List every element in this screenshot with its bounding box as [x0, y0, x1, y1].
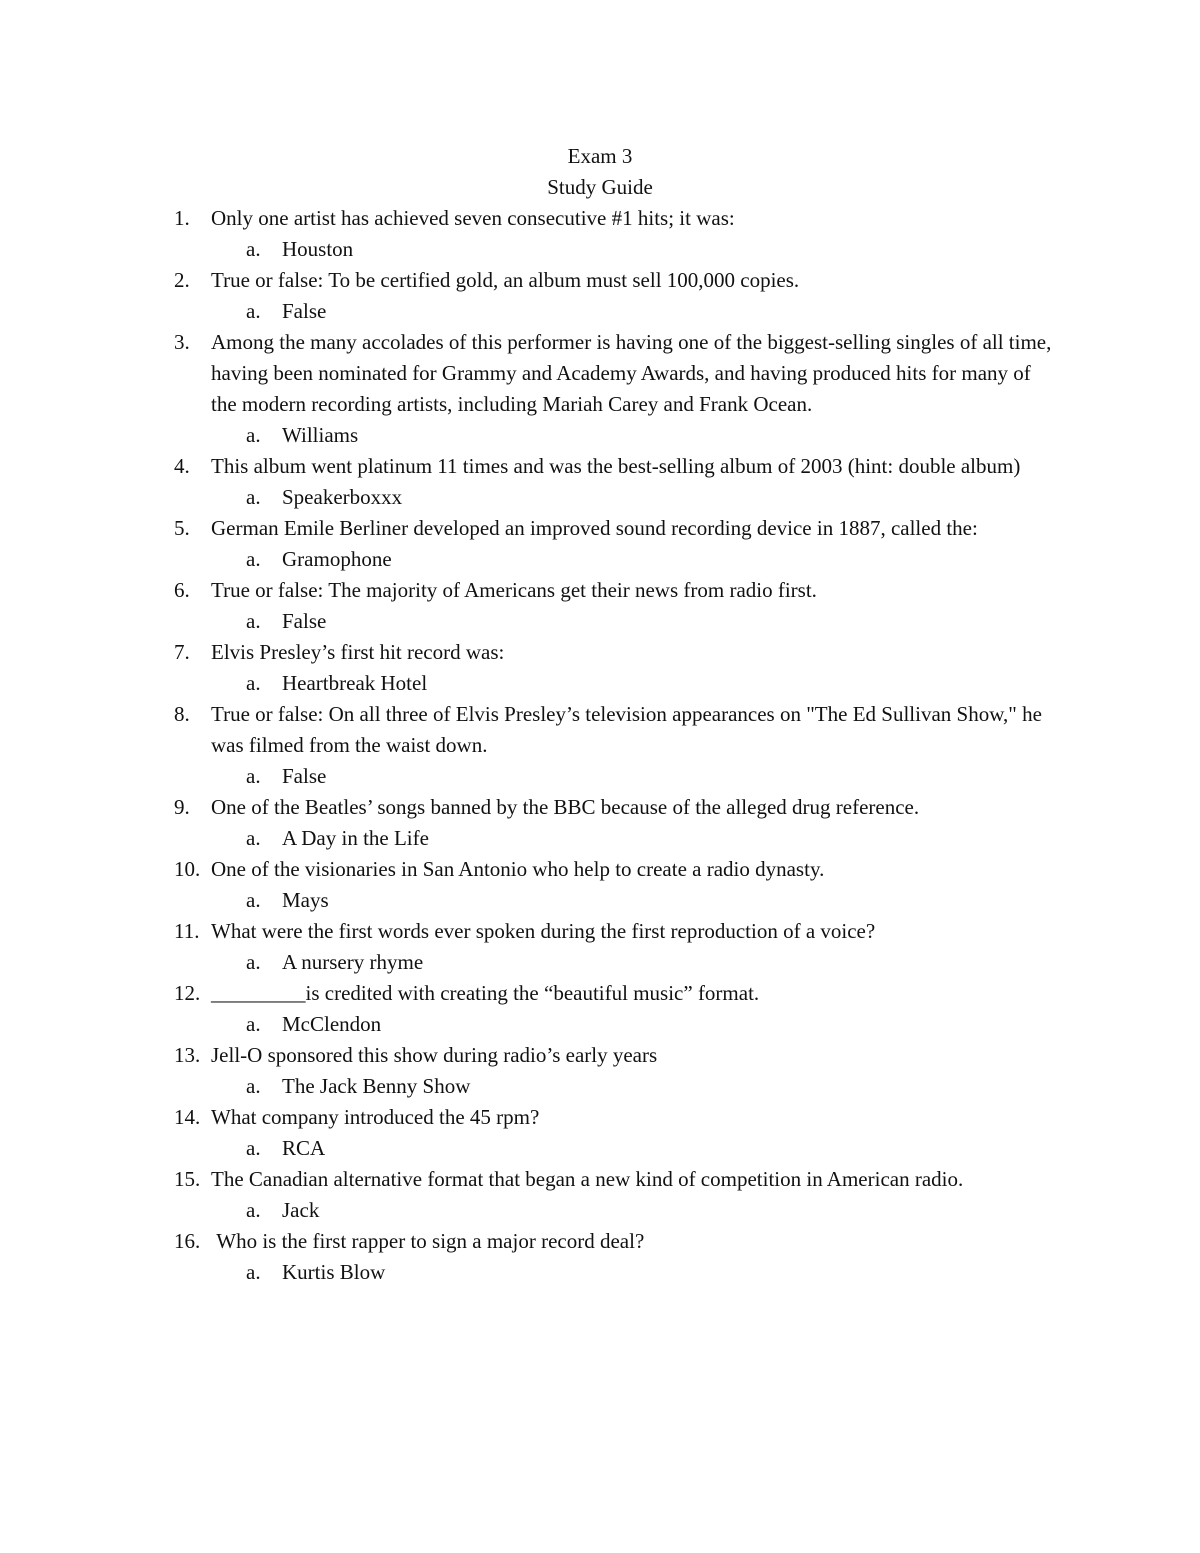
question-number: 9. [174, 795, 190, 819]
question-item [0, 637, 1061, 668]
question-item [0, 1102, 1061, 1133]
question-text: Elvis Presley’s first hit record was: [211, 640, 505, 664]
answer-letter: a. [246, 888, 261, 912]
question-text: True or false: The majority of Americans get their news from radio first. [211, 578, 817, 602]
question-text: What company introduced the 45 rpm? [211, 1105, 540, 1129]
answer-text: McClendon [282, 1012, 382, 1036]
question-item [0, 978, 1061, 1009]
question-item [0, 699, 1061, 761]
question-item [0, 1226, 1061, 1257]
question-text: True or false: On all three of Elvis Presley’s television appearances on "The Ed Sullivan Show," he was filmed from the waist down. [211, 702, 1048, 757]
question-text: Only one artist has achieved seven consecutive #1 hits; it was: [211, 206, 735, 230]
answer-text: Jack [282, 1198, 320, 1222]
answer-item [0, 1009, 1200, 1040]
question-text: Jell-O sponsored this show during radio’s early years [211, 1043, 658, 1067]
answer-text: The Jack Benny Show [282, 1074, 471, 1098]
question-text: True or false: To be certified gold, an album must sell 100,000 copies. [211, 268, 800, 292]
answer-text: A Day in the Life [282, 826, 429, 850]
question-number: 11. [174, 919, 200, 943]
answer-item [0, 234, 1200, 265]
answer-letter: a. [246, 950, 261, 974]
answer-letter: a. [246, 423, 261, 447]
answer-item [0, 1257, 1200, 1288]
question-number: 12. [174, 981, 201, 1005]
question-number: 15. [174, 1167, 201, 1191]
answer-letter: a. [246, 299, 261, 323]
answer-letter: a. [246, 1260, 261, 1284]
question-number: 16. [174, 1229, 201, 1253]
question-text: One of the visionaries in San Antonio who help to create a radio dynasty. [211, 857, 825, 881]
question-number: 7. [174, 640, 190, 664]
question-item [0, 854, 1061, 885]
answer-item [0, 885, 1200, 916]
question-item [0, 203, 1061, 234]
question-text: _________is credited with creating the “beautiful music” format. [211, 981, 760, 1005]
question-text: German Emile Berliner developed an improved sound recording device in 1887, called the: [211, 516, 978, 540]
question-item [0, 916, 1061, 947]
question-item [0, 451, 1061, 482]
answer-item [0, 544, 1200, 575]
question-number: 1. [174, 206, 190, 230]
answer-text: Gramophone [282, 547, 392, 571]
question-text: This album went platinum 11 times and was the best-selling album of 2003 (hint: double album) [211, 454, 1021, 478]
question-item [0, 792, 1061, 823]
answer-letter: a. [246, 609, 261, 633]
question-number: 3. [174, 330, 190, 354]
question-number: 8. [174, 702, 190, 726]
document-title: Exam 3 [567, 144, 633, 168]
question-text: One of the Beatles’ songs banned by the BBC because of the alleged drug reference. [211, 795, 920, 819]
answer-text: Speakerboxxx [282, 485, 403, 509]
answer-item [0, 606, 1200, 637]
question-number: 13. [174, 1043, 201, 1067]
answer-item [0, 420, 1200, 451]
answer-item [0, 761, 1200, 792]
answer-text: Mays [282, 888, 329, 912]
answer-item [0, 947, 1200, 978]
question-text: What were the first words ever spoken during the first reproduction of a voice? [211, 919, 876, 943]
answer-letter: a. [246, 1198, 261, 1222]
answer-letter: a. [246, 485, 261, 509]
answer-letter: a. [246, 1136, 261, 1160]
answer-item [0, 482, 1200, 513]
answer-text: Williams [282, 423, 359, 447]
question-text: Who is the first rapper to sign a major record deal? [211, 1229, 645, 1253]
question-item [0, 265, 1061, 296]
question-number: 2. [174, 268, 190, 292]
answer-text: A nursery rhyme [282, 950, 424, 974]
answer-item [0, 668, 1200, 699]
answer-item [0, 296, 1200, 327]
answer-item [0, 1133, 1200, 1164]
answer-letter: a. [246, 671, 261, 695]
question-number: 6. [174, 578, 190, 602]
answer-letter: a. [246, 547, 261, 571]
answer-letter: a. [246, 764, 261, 788]
question-number: 14. [174, 1105, 201, 1129]
question-item [0, 1164, 1061, 1195]
question-item [0, 327, 1061, 420]
question-item [0, 575, 1061, 606]
answer-item [0, 823, 1200, 854]
answer-item [0, 1195, 1200, 1226]
answer-letter: a. [246, 826, 261, 850]
document-subtitle: Study Guide [547, 175, 653, 199]
question-item [0, 513, 1061, 544]
answer-item [0, 1071, 1200, 1102]
answer-text: Houston [282, 237, 354, 261]
answer-letter: a. [246, 1012, 261, 1036]
question-number: 5. [174, 516, 190, 540]
answer-letter: a. [246, 237, 261, 261]
question-number: 4. [174, 454, 190, 478]
answer-text: Heartbreak Hotel [282, 671, 428, 695]
question-text: The Canadian alternative format that began a new kind of competition in American radio. [211, 1167, 964, 1191]
question-item [0, 1040, 1061, 1071]
answer-text: False [282, 299, 327, 323]
question-number: 10. [174, 857, 201, 881]
answer-text: RCA [282, 1136, 326, 1160]
answer-letter: a. [246, 1074, 261, 1098]
answer-text: Kurtis Blow [282, 1260, 386, 1284]
question-list [0, 203, 1200, 1288]
question-text: Among the many accolades of this performer is having one of the biggest-selling singles of all time, having been nominated for Grammy and Academy Awards, and having produced hits for many of the modern recording artists, including Mariah Carey and Frank Ocean. [211, 330, 1057, 416]
answer-text: False [282, 609, 327, 633]
answer-text: False [282, 764, 327, 788]
